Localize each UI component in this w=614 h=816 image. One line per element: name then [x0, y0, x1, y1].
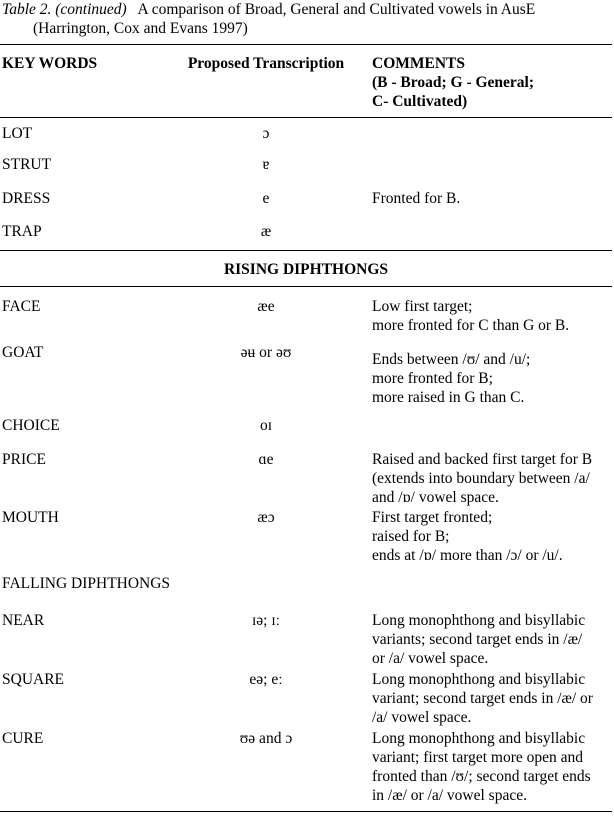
transcription-mouth: æɔ — [257, 509, 275, 526]
comment-line: ends at /ɒ/ more than /ɔ/ or /u/. — [372, 547, 563, 564]
keyword-mouth: MOUTH — [2, 509, 59, 526]
transcription-cure: ʊə and ɔ — [239, 730, 293, 747]
table-caption — [2, 0, 612, 38]
comment-price — [372, 450, 610, 507]
keyword-cure: CURE — [2, 730, 44, 747]
section-rising-diphthongs: RISING DIPHTHONGS — [223, 261, 389, 278]
keyword-face: FACE — [2, 298, 41, 315]
header-transcription: Proposed Transcription — [187, 55, 345, 72]
comment-mouth — [372, 508, 610, 565]
header-comments — [372, 54, 610, 111]
comment-line: more fronted for C than G or B. — [372, 317, 570, 334]
keyword-strut: STRUT — [2, 156, 52, 173]
transcription-near: ɪə; ɪː — [252, 612, 280, 629]
comment-line: fronted than /ʊ/; second target ends — [372, 768, 591, 785]
comment-line: Long monophthong and bisyllabic — [372, 671, 586, 688]
header-comments-line: (B - Broad; G - General; — [372, 74, 535, 91]
comment-line: variant; first target more open and — [372, 749, 584, 766]
transcription-price: ɑe — [258, 451, 274, 468]
keyword-choice: CHOICE — [2, 417, 60, 434]
comment-line: and /ɒ/ vowel space. — [372, 489, 499, 506]
caption-line-1 — [2, 0, 612, 19]
comment-line: raised for B; — [372, 528, 450, 545]
section-rule — [0, 250, 612, 251]
header-keywords: KEY WORDS — [2, 55, 98, 72]
comment-line: or /a/ vowel space. — [372, 650, 489, 667]
comment-line: variant; second target ends in /æ/ or — [372, 690, 593, 707]
comment-line: more fronted for B; — [372, 370, 493, 387]
keyword-dress: DRESS — [2, 190, 51, 207]
comment-face — [372, 297, 610, 335]
keyword-trap: TRAP — [2, 223, 42, 240]
comment-line: /a/ vowel space. — [372, 709, 472, 726]
comment-line: Long monophthong and bisyllabic — [372, 730, 586, 747]
comment-cure — [372, 729, 610, 805]
comment-line: variants; second target ends in /æ/ — [372, 631, 583, 648]
caption-source: (Harrington, Cox and Evans 1997) — [33, 20, 248, 37]
comment-line: Long monophthong and bisyllabic — [372, 612, 586, 629]
transcription-trap: æ — [260, 223, 272, 240]
header-comments-line: C- Cultivated) — [372, 93, 468, 110]
comment-line: more raised in G than C. — [372, 389, 525, 406]
keyword-lot: LOT — [2, 125, 33, 142]
transcription-square: eə; eː — [249, 671, 283, 688]
comment-square — [372, 670, 610, 727]
comment-line: First target fronted; — [372, 509, 493, 526]
comment-goat — [372, 350, 610, 407]
transcription-lot: ɔ — [262, 125, 270, 142]
keyword-square: SQUARE — [2, 671, 65, 688]
comment-line: in /æ/ or /a/ vowel space. — [372, 787, 527, 804]
keyword-goat: GOAT — [2, 344, 44, 361]
section-falling-diphthongs: FALLING DIPHTHONGS — [2, 575, 171, 592]
transcription-dress: e — [262, 190, 270, 207]
header-comments-line: COMMENTS — [372, 55, 465, 72]
comment-line: (extends into boundary between /a/ — [372, 470, 590, 487]
comment-line: Raised and backed first target for B — [372, 451, 593, 468]
caption-label: Table 2. (continued) — [2, 1, 127, 18]
caption-text: A comparison of Broad, General and Cultivated vowels in AusE — [137, 1, 536, 18]
keyword-near: NEAR — [2, 612, 45, 629]
comment-line: Low first target; — [372, 298, 473, 315]
transcription-goat: əʉ or əʊ — [240, 344, 292, 361]
keyword-price: PRICE — [2, 451, 46, 468]
header-rule — [0, 117, 612, 118]
comment-dress: Fronted for B. — [372, 190, 461, 207]
transcription-choice: oɪ — [259, 417, 273, 434]
section-rule — [0, 286, 612, 287]
bottom-rule — [0, 811, 612, 812]
transcription-face: æe — [257, 298, 275, 315]
top-rule — [0, 44, 612, 45]
transcription-strut: ɐ — [262, 156, 270, 173]
comment-near — [372, 611, 610, 668]
comment-line: Ends between /ʊ/ and /u/; — [372, 351, 531, 368]
